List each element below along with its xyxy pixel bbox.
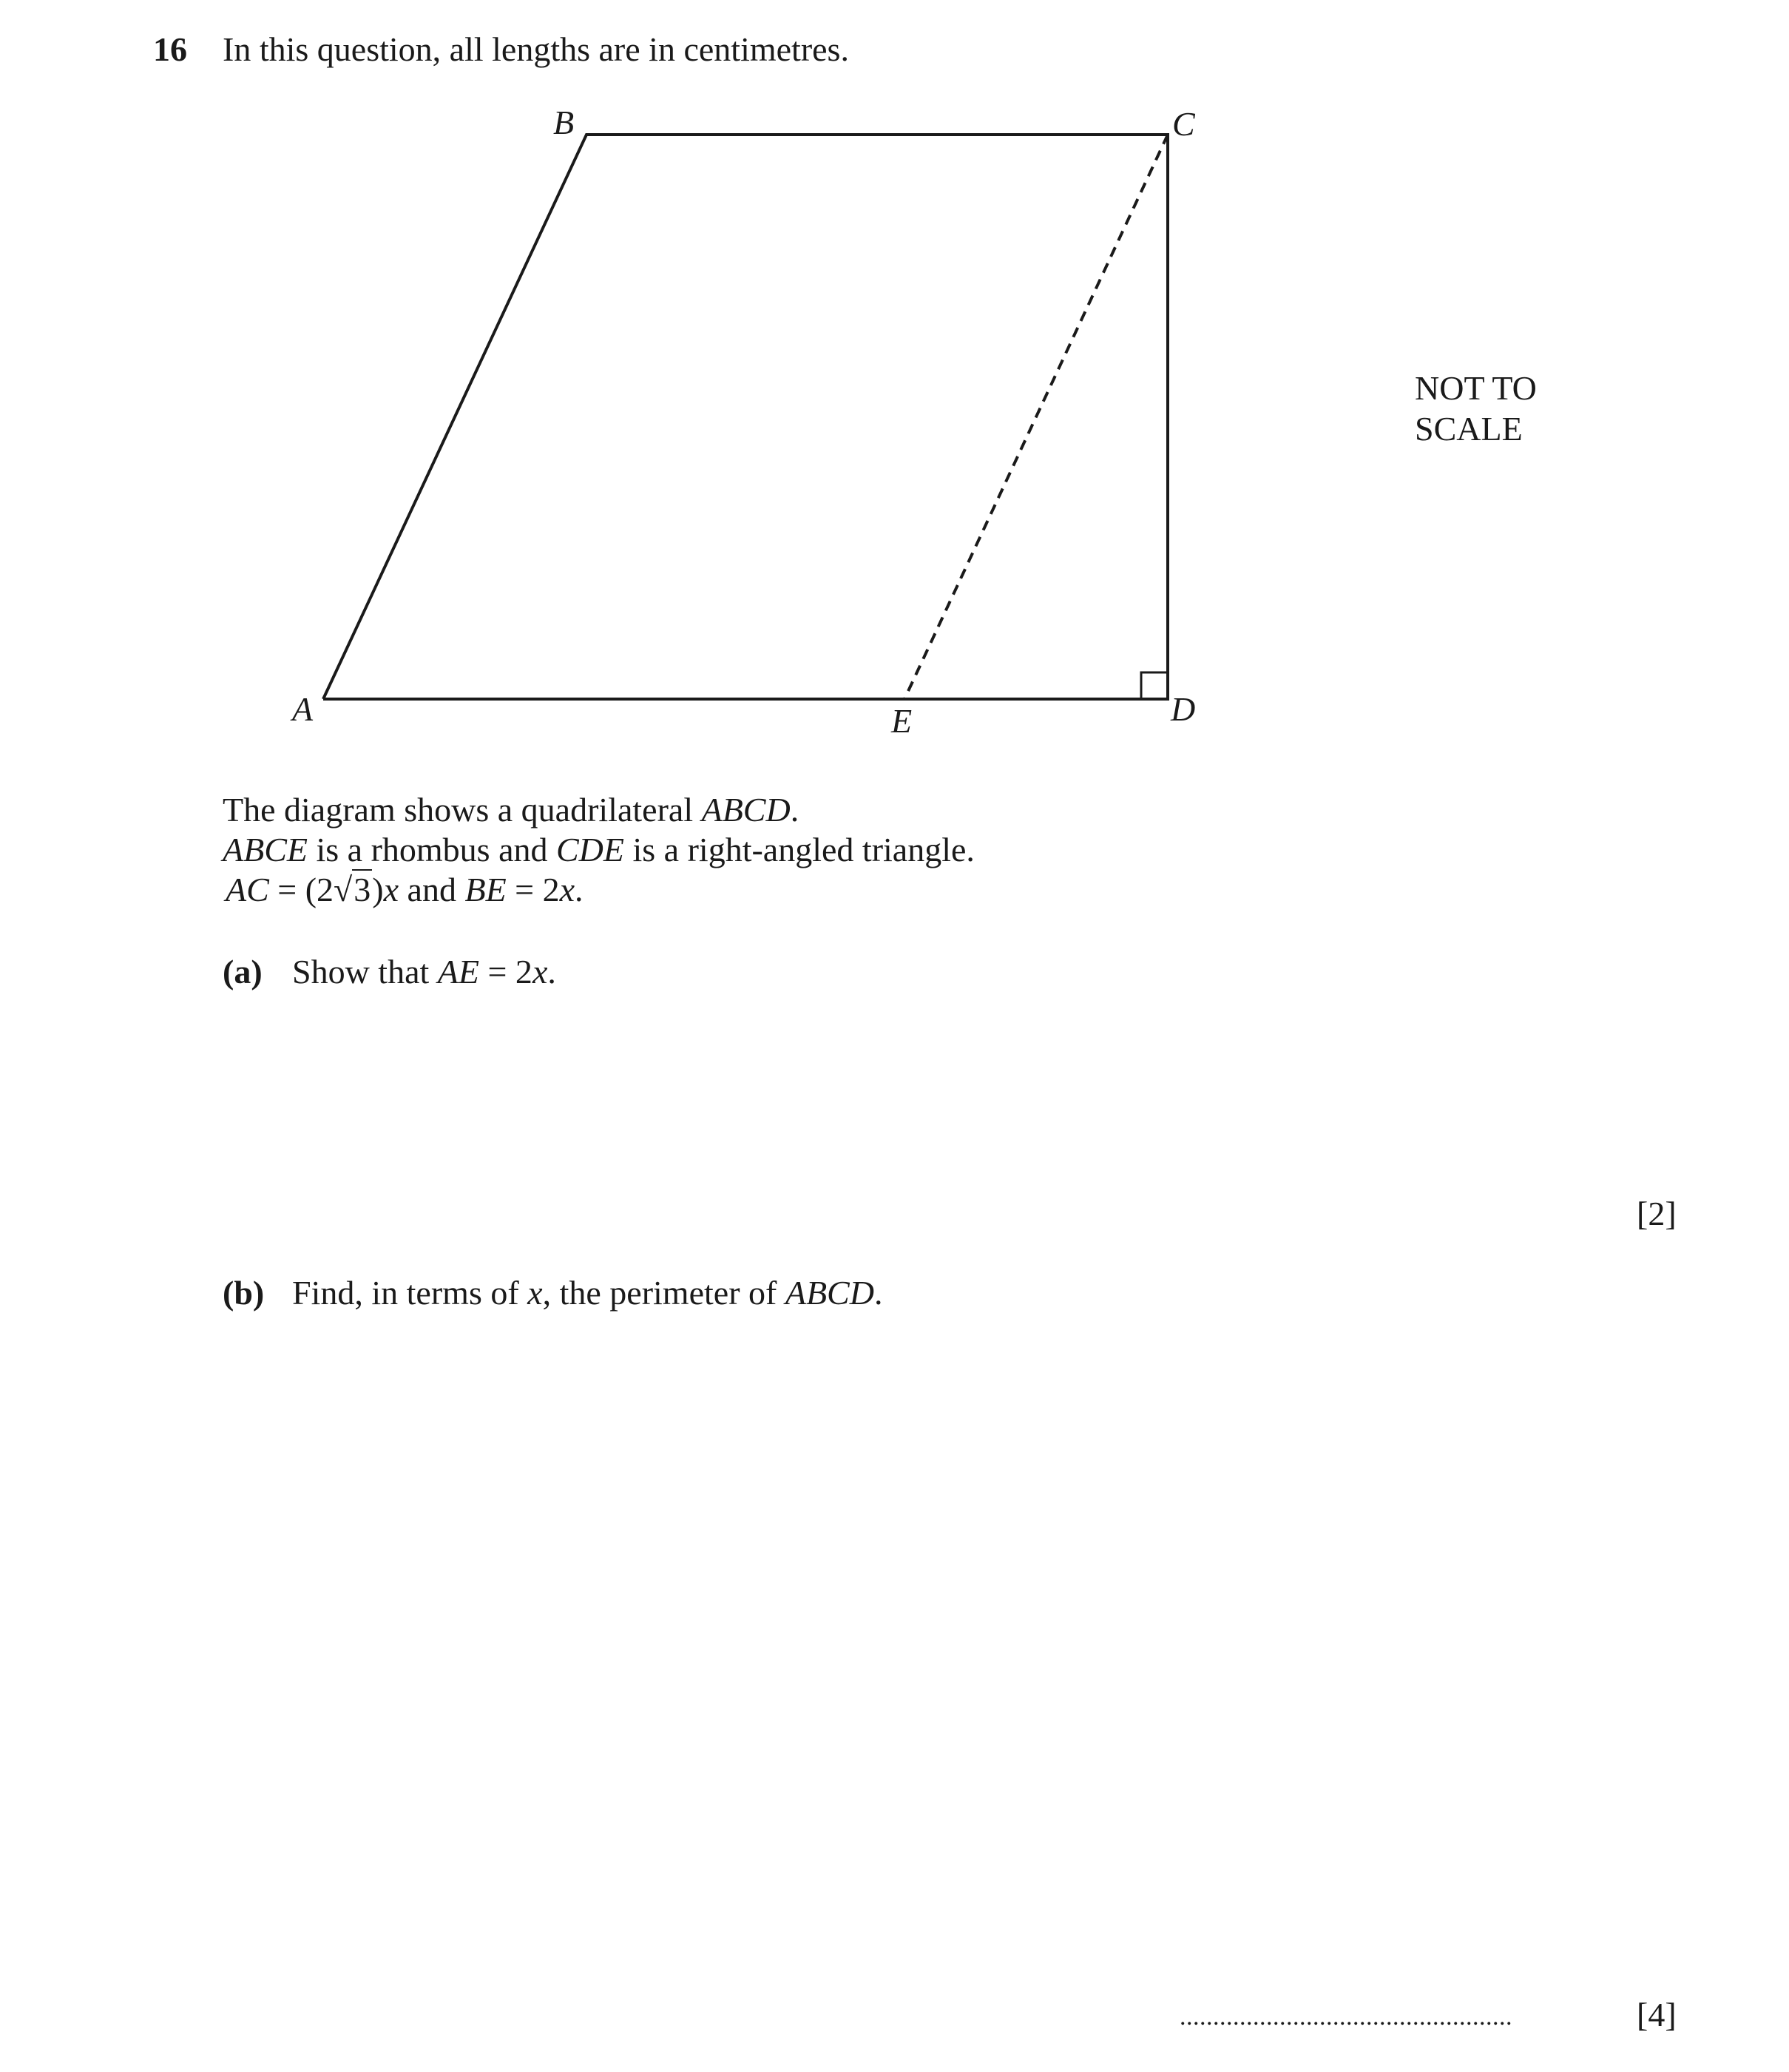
description-line3: [226, 873, 584, 907]
part-a-end: .: [547, 953, 556, 991]
part-b-marks: [4]: [1637, 1996, 1677, 2034]
vertex-label-b: B: [553, 104, 575, 141]
part-a-eq: = 2: [478, 953, 532, 991]
vertex-label-a: A: [292, 690, 314, 728]
description-line1-text: The diagram shows a quadrilateral: [223, 791, 702, 829]
description-line3-eq2: = 2: [506, 871, 560, 908]
description-line3-eq1: = (2: [268, 871, 334, 908]
description-line3-and: and: [399, 871, 465, 908]
part-b-text2: , the perimeter of: [542, 1274, 785, 1312]
vertex-label-d: D: [1171, 690, 1196, 728]
part-b-shape: ABCD: [785, 1274, 874, 1312]
description-line3-be: BE: [464, 871, 507, 908]
vertex-label-c: C: [1172, 105, 1195, 143]
description-line3-x: x: [383, 871, 399, 908]
description-line2-shape2: CDE: [556, 831, 624, 868]
part-b-text: [292, 1276, 882, 1310]
description-line3-ac: AC: [226, 871, 269, 908]
part-a-marks: [2]: [1637, 1195, 1677, 1232]
not-to-scale-line2: SCALE: [1415, 410, 1523, 448]
vertex-label-e: E: [891, 702, 913, 740]
part-a-x: x: [532, 953, 548, 991]
square-root-value: 3: [354, 871, 371, 908]
description-line2-end: is a right-angled triangle.: [624, 831, 975, 868]
question-number: 16: [153, 30, 187, 68]
quadrilateral-outline: [323, 135, 1168, 699]
part-a-ae: AE: [437, 953, 479, 991]
part-b-x: x: [527, 1274, 543, 1312]
part-a-label: (a): [223, 953, 263, 991]
description-line3-close: ): [372, 871, 384, 908]
dashed-line-ce: [904, 135, 1168, 699]
part-b-text1: Find, in terms of: [292, 1274, 528, 1312]
part-b-end: .: [873, 1274, 883, 1312]
description-line3-end: .: [575, 871, 584, 908]
square-root-expression: [334, 873, 372, 907]
description-line1-shape: ABCD: [701, 791, 791, 829]
right-angle-marker: [1141, 672, 1168, 699]
part-a-text: [292, 955, 556, 989]
description-line2: [223, 833, 975, 867]
description-line1: [223, 793, 799, 827]
part-a-instruction: Show that: [292, 953, 438, 991]
answer-line[interactable]: ..................................................: [1180, 2003, 1512, 2031]
description-line3-x2: x: [559, 871, 575, 908]
description-line2-mid: is a rhombus and: [307, 831, 556, 868]
square-root-symbol: √: [334, 871, 353, 908]
description-line2-shape1: ABCE: [223, 831, 308, 868]
part-b-label: (b): [223, 1274, 265, 1312]
question-intro: In this question, all lengths are in centimetres.: [223, 30, 849, 68]
not-to-scale-line1: NOT TO: [1415, 369, 1537, 407]
description-line1-end: .: [790, 791, 799, 829]
